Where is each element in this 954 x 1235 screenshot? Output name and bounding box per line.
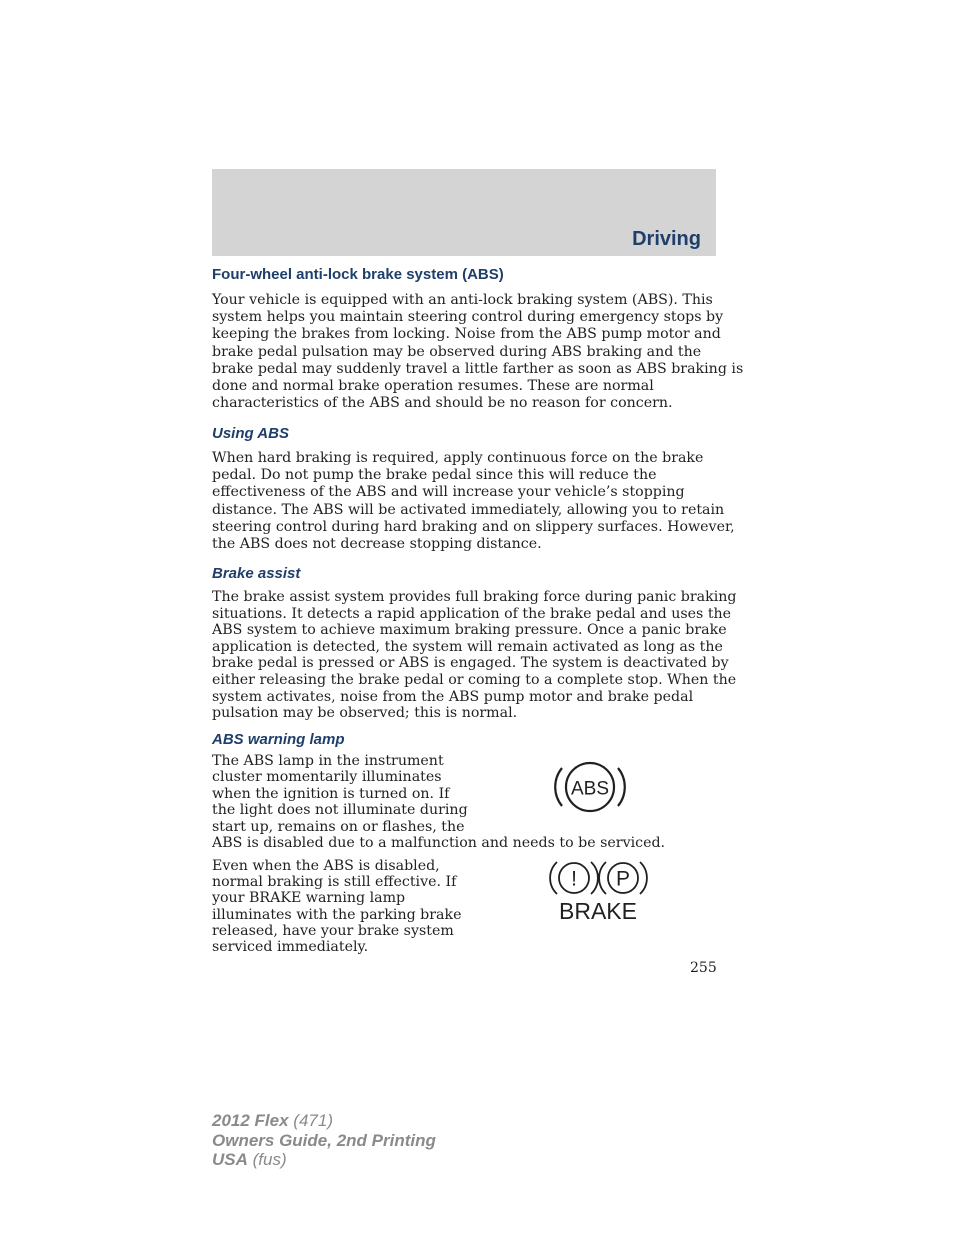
text-line: The ABS lamp in the instrument — [212, 753, 444, 769]
footer-region: USA — [212, 1150, 248, 1169]
abs-warning-lamp-icon — [551, 756, 629, 818]
footer-model: 2012 Flex — [212, 1111, 289, 1130]
using-abs-heading: Using ABS — [212, 425, 289, 442]
intro-paragraph — [212, 292, 744, 412]
text-line: released, have your brake system — [212, 922, 454, 939]
text-line: normal braking is still effective. If — [212, 874, 457, 891]
footer-region-code: (fus) — [252, 1150, 287, 1169]
abs-warning-lamp-heading: ABS warning lamp — [212, 731, 345, 748]
brake-warning-paragraph — [212, 858, 474, 955]
brake-icon-label: BRAKE — [559, 898, 637, 924]
text-line: ABS is disabled due to a malfunction and needs to be serviced. — [212, 835, 666, 852]
text-line: Even when the ABS is disabled, — [212, 858, 440, 874]
footer-model-code: (471) — [293, 1111, 333, 1130]
brake-assist-paragraph — [212, 589, 737, 722]
text-line: The brake assist system provides full braking force during panic braking — [212, 589, 737, 605]
text-line: distance. The ABS will be activated immediately, allowing you to retain — [212, 501, 725, 518]
text-line: system activates, noise from the ABS pump motor and brake pedal — [212, 688, 694, 705]
using-abs-paragraph — [212, 450, 735, 553]
text-line: cluster momentarily illuminates — [212, 769, 442, 786]
text-line: the light does not illuminate during — [212, 802, 468, 819]
text-line: system helps you maintain steering control during emergency stops by — [212, 309, 724, 326]
text-line: steering control during hard braking and on slippery surfaces. However, — [212, 518, 735, 535]
abs-icon-label: ABS — [570, 778, 610, 800]
text-line: when the ignition is turned on. If — [212, 785, 450, 802]
text-line: start up, remains on or flashes, the — [212, 818, 465, 835]
text-line: keeping the brakes from locking. Noise from the ABS pump motor and — [212, 326, 721, 343]
main-heading: Four-wheel anti-lock brake system (ABS) — [212, 266, 504, 283]
section-header-bar — [212, 169, 716, 256]
text-line: the ABS does not decrease stopping distance. — [212, 536, 542, 553]
text-line: situations. It detects a rapid application of the brake pedal and uses the — [212, 605, 732, 622]
abs-warning-lamp-paragraph — [212, 753, 718, 851]
text-line: When hard braking is required, apply continuous force on the brake — [212, 450, 704, 466]
text-line: serviced immediately. — [212, 939, 369, 956]
text-line: brake pedal pulsation may be observed during ABS braking and the — [212, 343, 702, 360]
text-line: brake pedal may suddenly travel a little farther as soon as ABS braking is — [212, 360, 744, 377]
text-line: pedal. Do not pump the brake pedal since this will reduce the — [212, 467, 657, 484]
exclamation-icon: ! — [571, 867, 577, 891]
text-line: ABS system to achieve maximum braking pressure. Once a panic brake — [212, 622, 727, 639]
page-number: 255 — [690, 960, 717, 976]
text-line: effectiveness of the ABS and will increase your vehicle’s stopping — [212, 484, 685, 501]
parking-p-icon: P — [615, 867, 631, 891]
text-line: pulsation may be observed; this is normal. — [212, 705, 518, 722]
text-line: illuminates with the parking brake — [212, 906, 462, 923]
brake-warning-lamp-icon — [548, 858, 648, 924]
section-title: Driving — [632, 228, 701, 250]
text-line: application is detected, the system will remain activated as long as the — [212, 638, 723, 655]
text-line: brake pedal is pressed or ABS is engaged. The system is deactivated by — [212, 655, 729, 672]
text-line: your BRAKE warning lamp — [212, 890, 406, 907]
text-line: characteristics of the ABS and should be no reason for concern. — [212, 395, 673, 412]
text-line: done and normal brake operation resumes. These are normal — [212, 378, 654, 395]
brake-assist-heading: Brake assist — [212, 565, 301, 582]
footer-guide: Owners Guide, 2nd Printing — [212, 1130, 436, 1150]
text-line: either releasing the brake pedal or coming to a complete stop. When the — [212, 671, 737, 688]
text-line: Your vehicle is equipped with an anti-lock braking system (ABS). This — [212, 292, 713, 308]
document-footer — [212, 1111, 436, 1170]
